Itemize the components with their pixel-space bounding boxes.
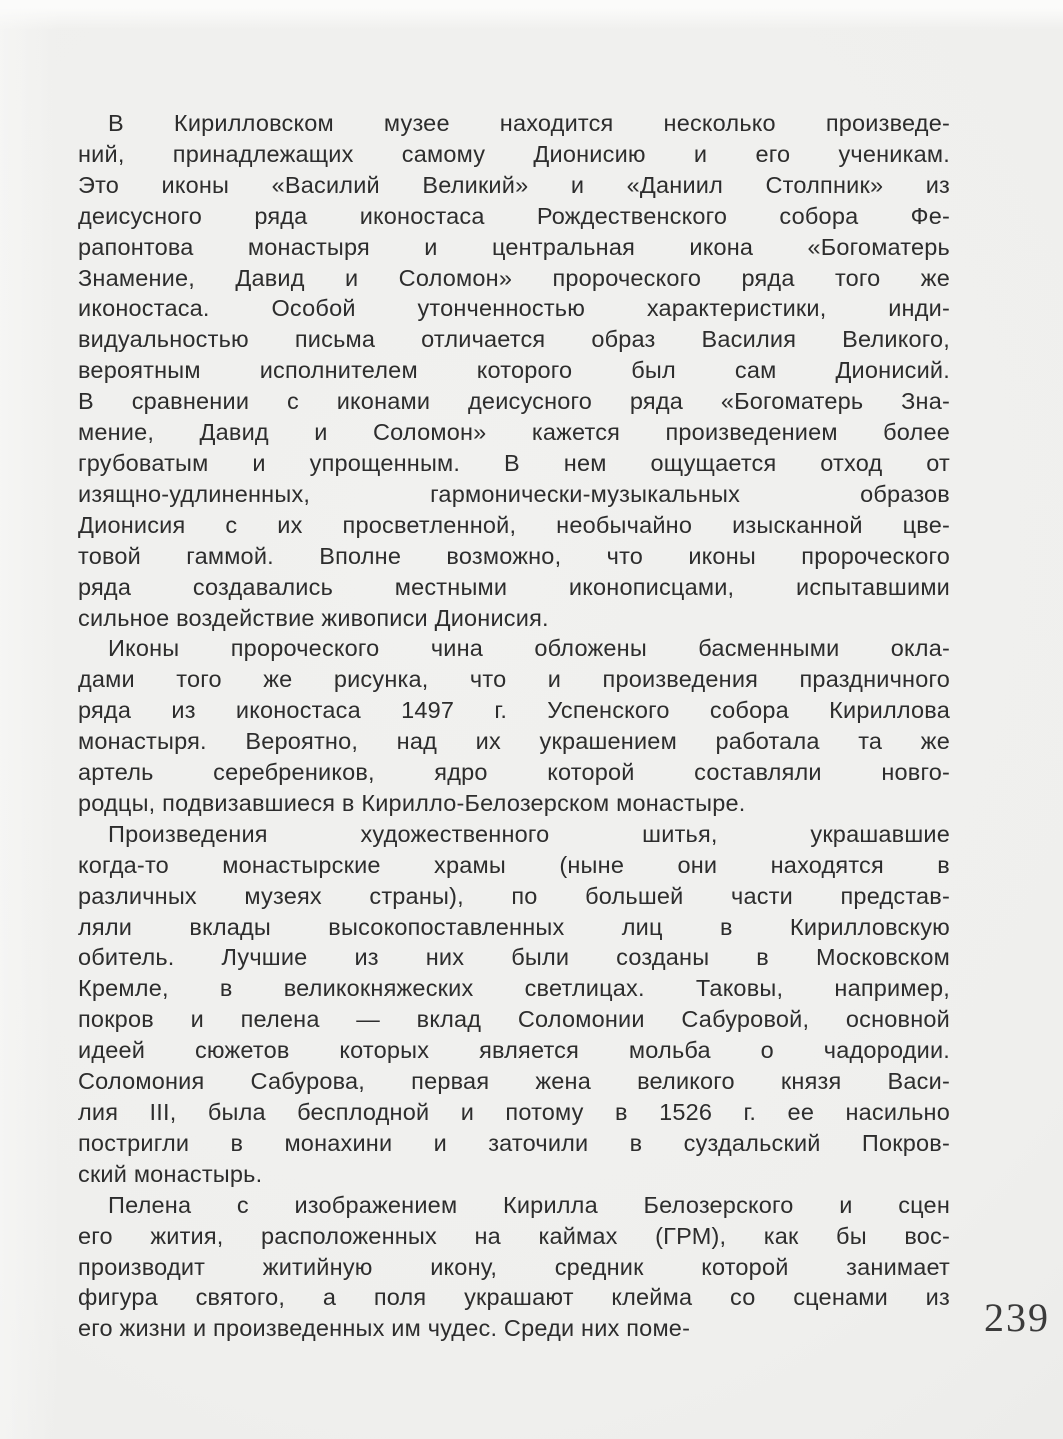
text-line: рапонтова монастыря и центральная икона «Богоматерь	[78, 233, 950, 260]
text-line: Кремле, в великокняжеских светлицах. Таковы, например,	[78, 975, 950, 1002]
text-line: Соломония Сабурова, первая жена великого князя Васи-	[78, 1068, 950, 1095]
text-line: различных музеях страны), по большей части представ-	[78, 882, 950, 909]
text-line: лия III, была бесплодной и потому в 1526 г. ее насильно	[78, 1099, 950, 1125]
text-line: Дионисия с их просветленной, необычайно изысканной цве-	[78, 511, 950, 538]
text-line: когда-то монастырские храмы (ныне они находятся в	[78, 851, 950, 878]
text-line: его жития, расположенных на каймах (ГРМ), как бы вос-	[78, 1222, 950, 1249]
text-line: артель серебреников, ядро которой составляли новго-	[78, 759, 950, 786]
text-line: В сравнении с иконами деисусного ряда «Богоматерь Зна-	[78, 388, 950, 415]
text-line: идеей сюжетов которых является мольба о чадородии.	[78, 1037, 950, 1064]
text-line: Произведения художественного шитья, украшавшие	[108, 820, 950, 847]
text-line: обитель. Лучшие из них были созданы в Московском	[78, 944, 950, 971]
text-line: товой гаммой. Вполне возможно, что иконы пророческого	[78, 542, 950, 569]
text-line: изящно-удлиненных, гармонически-музыкальных образов	[78, 480, 950, 507]
text-line: В Кирилловском музее находится несколько произведе-	[108, 110, 950, 136]
body-text	[78, 108, 950, 1344]
text-line: производит житийную икону, средник которой занимает	[78, 1253, 950, 1280]
text-line: ний, принадлежащих самому Дионисию и его ученикам.	[78, 140, 950, 167]
text-line: видуальностью письма отличается образ Василия Великого,	[78, 326, 950, 353]
text-line: постригли в монахини и заточили в суздальский Покров-	[78, 1129, 950, 1156]
text-line: вероятным исполнителем которого был сам Дионисий.	[78, 357, 950, 384]
text-line: его жизни и произведенных им чудес. Среди них поме-	[78, 1315, 691, 1342]
text-line: грубоватым и упрощенным. В нем ощущается отход от	[78, 449, 950, 476]
text-line: родцы, подвизавшиеся в Кирилло-Белозерском монастыре.	[78, 789, 746, 816]
text-line: дами того же рисунка, что и произведения праздничного	[78, 666, 950, 693]
text-line: Иконы пророческого чина обложены басменными окла-	[108, 635, 950, 662]
text-line: Это иконы «Василий Великий» и «Даниил Столпник» из	[78, 171, 950, 198]
text-line: деисусного ряда иконостаса Рождественского собора Фе-	[78, 202, 950, 229]
text-line: ряда создавались местными иконописцами, испытавшими	[78, 573, 950, 600]
text-line: Пелена с изображением Кирилла Белозерского и сцен	[108, 1191, 950, 1218]
text-line: иконостаса. Особой утонченностью характеристики, инди-	[78, 295, 950, 322]
text-line: ляли вклады высокопоставленных лиц в Кирилловскую	[78, 913, 950, 940]
text-line: сильное воздействие живописи Дионисия.	[78, 604, 549, 631]
text-line: ский монастырь.	[78, 1160, 263, 1187]
text-line: мение, Давид и Соломон» кажется произведением более	[78, 419, 950, 446]
text-line: ряда из иконостаса 1497 г. Успенского собора Кириллова	[78, 697, 950, 724]
text-line: монастыря. Вероятно, над их украшением работала та же	[78, 728, 950, 755]
text-line: фигура святого, а поля украшают клейма со сценами из	[78, 1284, 950, 1311]
text-line: покров и пелена — вклад Соломонии Сабуровой, основной	[78, 1006, 950, 1033]
page-number: 239	[984, 1295, 1050, 1340]
text-line: Знамение, Давид и Соломон» пророческого ряда того же	[78, 264, 950, 291]
